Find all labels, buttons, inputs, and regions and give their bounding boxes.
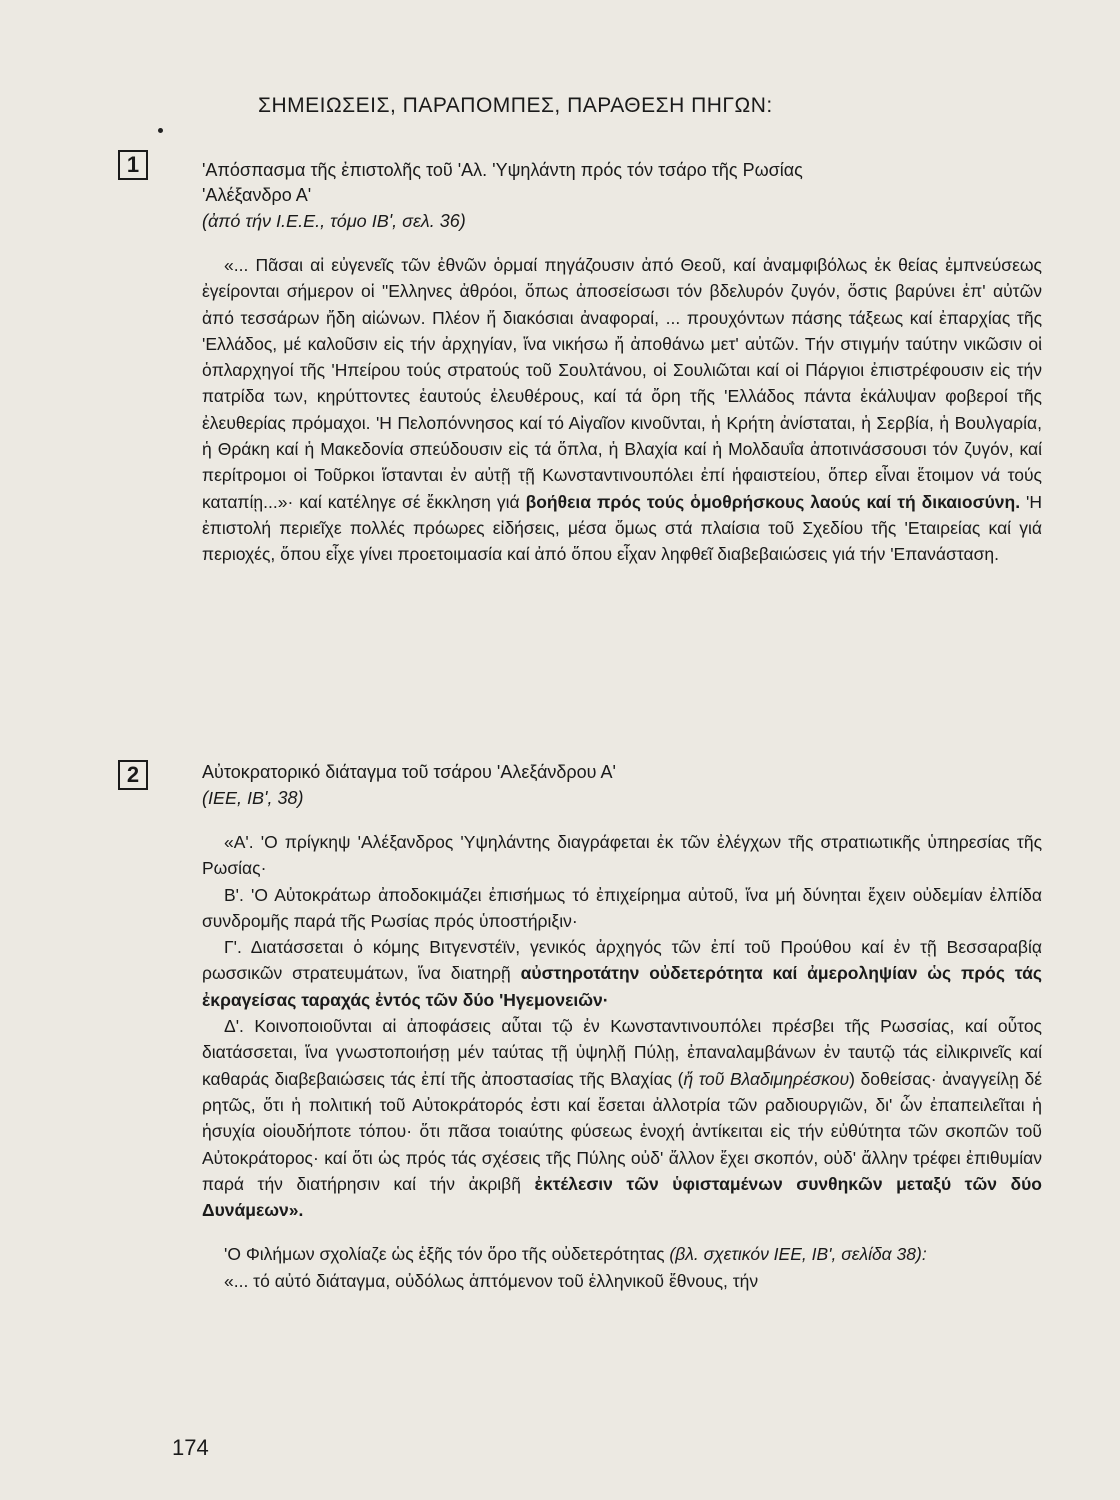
decree-g-bold: αὐστηροτάτην οὐδετερότητα καί ἀμεροληψίαν ὡς πρός τάς ἐκραγείσας ταραχάς ἐντός τῶν δύο 'Ηγεμονειῶν· (202, 963, 1042, 1010)
note-1-text-bold: βοήθεια πρός τούς ὁμοθρήσκους λαούς καί τή δικαιοσύνη. (525, 491, 1021, 512)
decree-article-a: «Α'. 'Ο πρίγκηψ 'Αλέξανδρος 'Υψηλάντης διαγράφεται ἐκ τῶν ἐλέγχων τῆς στρατιωτικῆς ὑπηρεσίας τῆς Ρωσίας· (202, 832, 1042, 879)
note-1-paragraph (202, 252, 1042, 568)
decree-g-text: Γ'. Διατάσσεται ὁ κόμης Βιτγενστέϊν, γενικός ἀρχηγός τῶν ἐπί τοῦ Προύθου καί ἐν τῇ Βεσσαραβίᾳ ρωσσικῶν στρατευμάτων, ἵνα διατηρῇ (202, 937, 1042, 984)
filimon-text: 'Ο Φιλήμων σχολίαζε ὡς ἑξῆς τόν ὅρο τῆς οὐδετερότητας (224, 1244, 665, 1265)
note-2-source: (ΙΕΕ, ΙΒ', 38) (202, 788, 304, 808)
decree-d-italic: ἤ τοῦ Βλαδιμηρέσκου (683, 1068, 850, 1089)
decree-d-bold: ἐκτέλεσιν τῶν ὑφισταμένων συνθηκῶν μεταξύ τῶν δύο Δυνάμεων». (202, 1173, 1042, 1221)
decree-article-b: Β'. 'Ο Αὐτοκράτωρ ἀποδοκιμάζει ἐπισήμως τό ἐπιχείρημα αὐτοῦ, ἵνα μή δύνηται ἔχειν οὐδεμίαν ἐλπίδα συνδρομῆς παρά τῆς Ρωσίας πρός ὑποστήριξιν· (202, 884, 1042, 931)
note-1-title-line1: 'Απόσπασμα τῆς ἐπιστολῆς τοῦ 'Αλ. 'Υψηλάντη πρός τόν τσάρο τῆς Ρωσίας (202, 160, 803, 180)
note-1 (202, 158, 1042, 568)
note-1-title-line2: 'Αλέξανδρο Α' (202, 185, 312, 205)
note-number-1: 1 (118, 150, 148, 180)
filimon-reference: (βλ. σχετικόν ΙΕΕ, ΙΒ', σελίδα 38): (669, 1244, 927, 1265)
decree-article-d (202, 1013, 1042, 1223)
note-2-title: Αὐτοκρατορικό διάταγμα τοῦ τσάρου 'Αλεξάνδρου Α' (202, 762, 616, 782)
filimon-quote: «... τό αὐτό διάταγμα, οὐδόλως ἁπτόμενον τοῦ ἑλληνικοῦ ἔθνους, τήν (224, 1270, 759, 1291)
note-1-text-b: 'Η ἐπιστολή περιεῖχε πολλές πρόωρες εἰδήσεις, μέσα ὅμως στά πλαίσια τοῦ Σχεδίου τῆς 'Εταιρείας καί γιά περιοχές, ὅπου εἶχε γίνει προετοιμασία καί ἀπό ὅπου εἶχαν ληφθεῖ διαβεβαιώσεις γιά τήν 'Επανάσταση. (202, 491, 1042, 565)
decree-d-text-b: ) δοθείσας· ἀναγγείλῃ δέ ρητῶς, ὅτι ἡ πολιτική τοῦ Αὐτοκράτορός ἐστι καί ἔσεται ἀλλοτρία τῶν ραδιουργιῶν, δι' ὧν ἐπαπειλεῖται ἡ ἡσυχία οἱουδήποτε τόπου· ὅτι πᾶσα τοιαύτης φύσεως ἐνοχή ἀντίκειται εἰς τήν εὐθύτητα τῶν σκοπῶν τοῦ Αὐτοκράτορος· καί ὅτι ὡς πρός τάς σχέσεις τῆς Πύλης οὐδ' ἄλλον ἔχει σκοπόν, οὐδ' ἄλλην τρέφει ἐπιθυμίαν παρά τήν διατήρησιν καί τήν ἀκριβῆ (202, 1068, 1042, 1194)
decree-article-g (202, 934, 1042, 1013)
filimon-comment (202, 1241, 1042, 1267)
page-heading: ΣΗΜΕΙΩΣΕΙΣ, ΠΑΡΑΠΟΜΠΕΣ, ΠΑΡΑΘΕΣΗ ΠΗΓΩΝ: (258, 94, 773, 117)
note-1-source: (ἀπό τήν Ι.Ε.Ε., τόμο ΙΒ', σελ. 36) (202, 211, 466, 231)
decree-d-text-a: Δ'. Κοινοποιοῦνται αἱ ἀποφάσεις αὗται τῷ ἐν Κωνσταντινουπόλει πρέσβει τῆς Ρωσσίας, καί οὗτος διατάσσεται, ἵνα γνωστοποιήσῃ μέν ταύτας τῇ ὑψηλῇ Πύλῃ, ἐπαναλαμβάνων ἐν ταυτῷ τάς εἰλικρινεῖς καί καθαράς διαβεβαιώσεις τάς ἐπί τῆς ἀποστασίας τῆς Βλαχίας ( (202, 1016, 1042, 1089)
note-2 (202, 760, 1042, 1294)
note-number-2: 2 (118, 760, 148, 790)
page-number: 174 (172, 1435, 209, 1460)
note-1-text-a: «... Πᾶσαι αἱ εὐγενεῖς τῶν ἐθνῶν ὁρμαί πηγάζουσιν ἀπό Θεοῦ, καί ἀναμφιβόλως ἐκ θείας ἐμπνεύσεως ἐγείρονται σήμερον οἱ "Ελληνες ἀθρόοι, ὅπως ἀποσείσωσι τόν βδελυρόν ζυγόν, ὅστις βαρύνει ἐπ' αὐτῶν ἀπό τεσσάρων ἤδη αἰώνων. Πλέον ἤ διακόσιαι ἀναφοραί, ... προυχόντων πάσης τάξεως καί ἐπαρχίας τῆς 'Ελλάδος, μέ καλοῦσιν εἰς τήν ἀρχηγίαν, ἵνα νικήσω ἤ ἀποθάνω μετ' αὐτῶν. Τήν στιγμήν ταύτην νικῶσιν οἱ ὁπλαρχηγοί τῆς 'Ηπείρου τούς στρατούς τοῦ Σουλτάνου, οἱ Σουλιῶται καί οἱ Πάργιοι ἐπιστρέφουσιν εἰς τήν πατρίδα των, κηρύττοντες ἑαυτούς ἐλευθέρους, καί τά ὄρη τῆς 'Ελλάδος πάντα ἐκάλυψαν φοβεροί τῆς ἐλευθερίας πρόμαχοι. 'Η Πελοπόννησος καί τό Αἰγαῖον κινοῦνται, ἡ Κρήτη ἀνίσταται, ἡ Σερβία, ἡ Βουλγαρία, ἡ Θράκη καί ἡ Μακεδονία σπεύδουσιν εἰς τά ὅπλα, ἡ Βλαχία καί ἡ Μολδαυΐα ἀποτινάσσουσι τόν ζυγόν, καί περίτρομοι οἱ Τοῦρκοι ἵστανται ἐν αὐτῇ τῇ Κωνσταντινουπόλει ἐπί ἡφαιστείου, ὅπερ εἶναι ἕτοιμον νά τούς καταπίῃ...»· καί κατέληγε σέ ἔκκληση γιά (202, 255, 1042, 512)
bullet-mark (158, 128, 163, 133)
